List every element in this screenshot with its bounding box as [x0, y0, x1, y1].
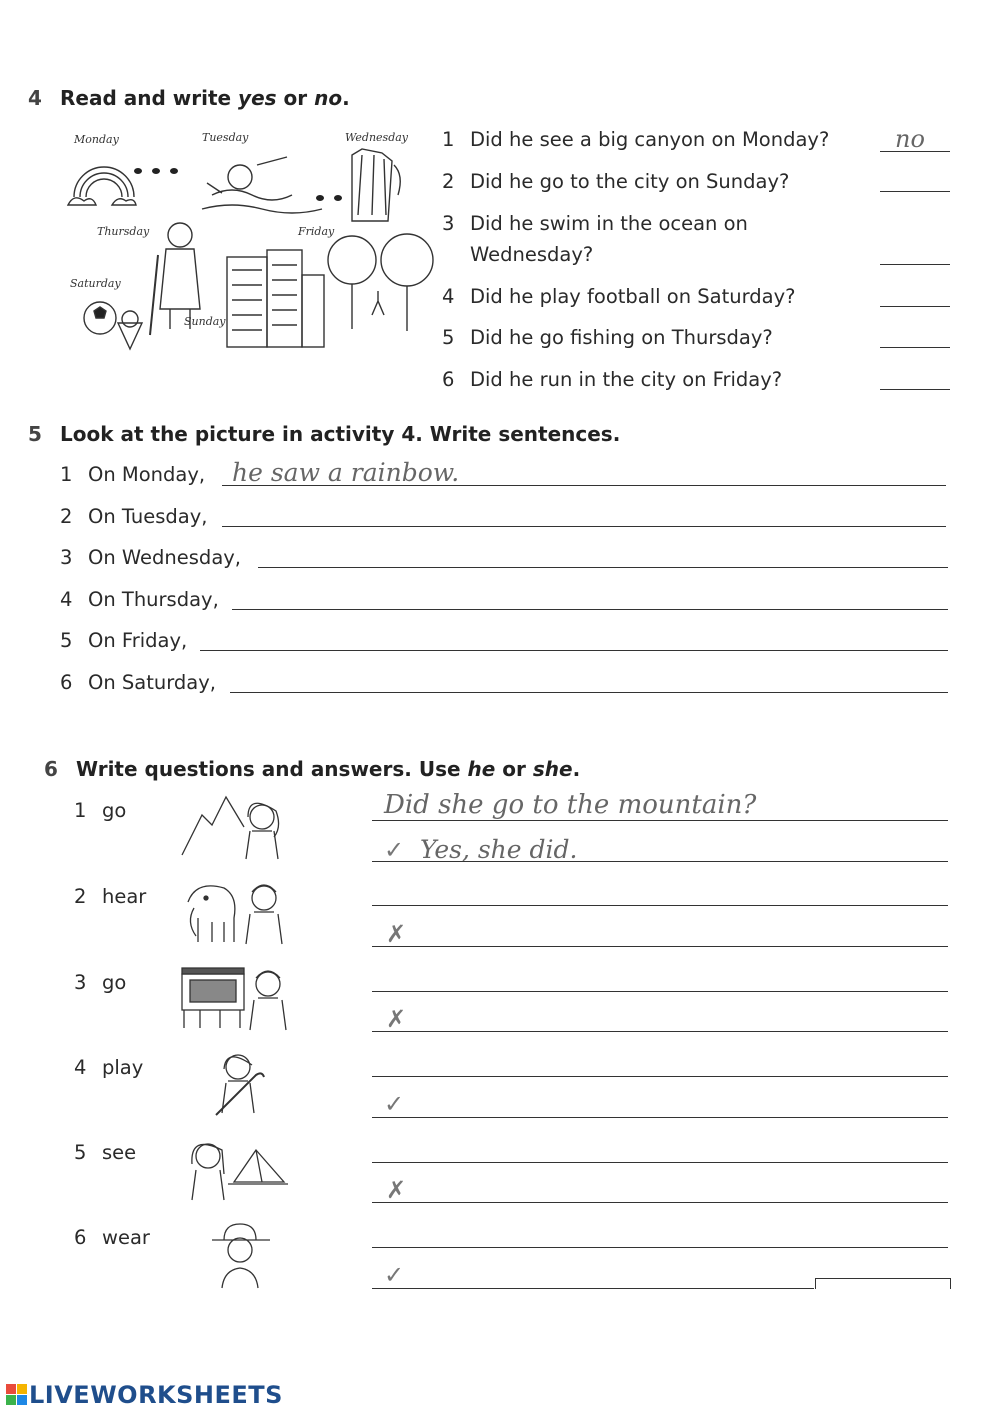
cinema-boy-illustration	[180, 964, 290, 1036]
sentence-line[interactable]	[200, 650, 948, 651]
logo-blocks-icon	[6, 1384, 28, 1406]
verb-prompt: 1 go	[74, 799, 127, 822]
cross-mark-icon: ✗	[386, 1176, 407, 1204]
sentence-prompt: 1 On Monday,	[60, 463, 206, 486]
label-wednesday: Wednesday	[345, 131, 409, 144]
section-number: 5	[28, 422, 42, 446]
football-icon	[84, 302, 116, 334]
elephant-boy-illustration	[184, 878, 290, 950]
answer-line[interactable]	[880, 306, 950, 307]
answer-line[interactable]	[880, 191, 950, 192]
cross-mark-icon: ✗	[386, 1005, 407, 1033]
answer-line[interactable]	[880, 347, 950, 348]
sentence-prompt: 5 On Friday,	[60, 629, 188, 652]
section-6-heading: 6 Write questions and answers. Use he or she.	[44, 757, 581, 781]
answer-line[interactable]	[372, 1117, 948, 1118]
answer-input-box[interactable]	[815, 1278, 951, 1289]
section-number: 4	[28, 86, 42, 110]
elephant-icon	[188, 886, 235, 942]
verb-prompt: 2 hear	[74, 885, 147, 908]
answer-line[interactable]	[880, 264, 950, 265]
verb-prompt: 5 see	[74, 1141, 137, 1164]
question-row: 2 Did he go to the city on Sunday?	[442, 170, 790, 193]
sentence-prompt: 2 On Tuesday,	[60, 505, 208, 528]
boy-icon	[250, 971, 286, 1030]
section-number: 6	[44, 757, 58, 781]
answer-handwritten[interactable]: Yes, she did.	[420, 835, 578, 864]
question-row: 5 Did he go fishing on Thursday?	[442, 326, 773, 349]
swimmer-icon	[202, 157, 322, 213]
question-line	[372, 820, 948, 821]
verb-prompt: 6 wear	[74, 1226, 150, 1249]
sentence-line[interactable]	[232, 609, 948, 610]
rainbow-icon	[68, 167, 136, 205]
label-sunday: Sunday	[184, 315, 226, 328]
check-mark-icon: ✓	[384, 836, 405, 864]
question-line[interactable]	[372, 1247, 948, 1248]
check-mark-icon: ✓	[384, 1090, 405, 1118]
answer-handwritten[interactable]: no	[895, 125, 925, 153]
answer-line[interactable]	[372, 1031, 948, 1032]
question-line[interactable]	[372, 1076, 948, 1077]
mountain-icon	[182, 797, 244, 855]
ice-cream-icon	[118, 311, 142, 349]
answer-line[interactable]	[880, 389, 950, 390]
week-activities-illustration	[62, 125, 437, 365]
answer-line[interactable]	[372, 946, 948, 947]
label-thursday: Thursday	[97, 225, 150, 238]
sentence-line[interactable]	[258, 567, 948, 568]
question-line[interactable]	[372, 991, 948, 992]
question-row: 4 Did he play football on Saturday?	[442, 285, 796, 308]
question-row: 1 Did he see a big canyon on Monday?	[442, 128, 830, 151]
hat-boy-illustration	[208, 1220, 274, 1294]
sentence-prompt: 4 On Thursday,	[60, 588, 219, 611]
canyon-icon	[352, 149, 400, 221]
sentence-prompt: 6 On Saturday,	[60, 671, 216, 694]
pyramid-girl-illustration	[182, 1134, 292, 1206]
question-handwritten[interactable]: Did she go to the mountain?	[384, 790, 757, 820]
girl-icon	[192, 1144, 224, 1200]
logo-text: LIVEWORKSHEETS	[29, 1381, 283, 1409]
cinema-icon	[182, 968, 244, 1028]
cross-mark-icon: ✗	[386, 920, 407, 948]
check-mark-icon: ✓	[384, 1261, 405, 1289]
answer-line[interactable]	[372, 1288, 814, 1289]
sentence-line[interactable]	[222, 526, 946, 527]
label-monday: Monday	[74, 133, 119, 146]
sentence-answer-handwritten[interactable]: he saw a rainbow.	[232, 458, 460, 487]
sentence-prompt: 3 On Wednesday,	[60, 546, 242, 569]
section-5-heading: 5 Look at the picture in activity 4. Write sentences.	[28, 422, 621, 446]
question-row: 6 Did he run in the city on Friday?	[442, 368, 783, 391]
sentence-line[interactable]	[230, 692, 948, 693]
label-tuesday: Tuesday	[202, 131, 249, 144]
question-continuation: Wednesday?	[470, 243, 594, 266]
verb-prompt: 3 go	[74, 971, 127, 994]
mountain-girl-illustration	[180, 795, 290, 865]
label-saturday: Saturday	[70, 277, 121, 290]
question-line[interactable]	[372, 1162, 948, 1163]
pyramid-icon	[228, 1150, 288, 1184]
hockey-girl-illustration	[208, 1049, 278, 1121]
verb-prompt: 4 play	[74, 1056, 144, 1079]
answer-line[interactable]	[372, 1202, 948, 1203]
answer-line	[372, 861, 948, 862]
girl-icon	[246, 803, 279, 859]
question-row: 3 Did he swim in the ocean on	[442, 212, 748, 235]
boy-icon	[246, 885, 282, 944]
boy-icon	[222, 1238, 258, 1288]
city-buildings-icon	[227, 250, 324, 347]
trees-icon	[328, 234, 433, 331]
label-friday: Friday	[298, 225, 335, 238]
section-4-heading: 4 Read and write yes or no.	[28, 86, 350, 110]
question-line[interactable]	[372, 905, 948, 906]
hockey-stick-icon	[216, 1073, 264, 1115]
